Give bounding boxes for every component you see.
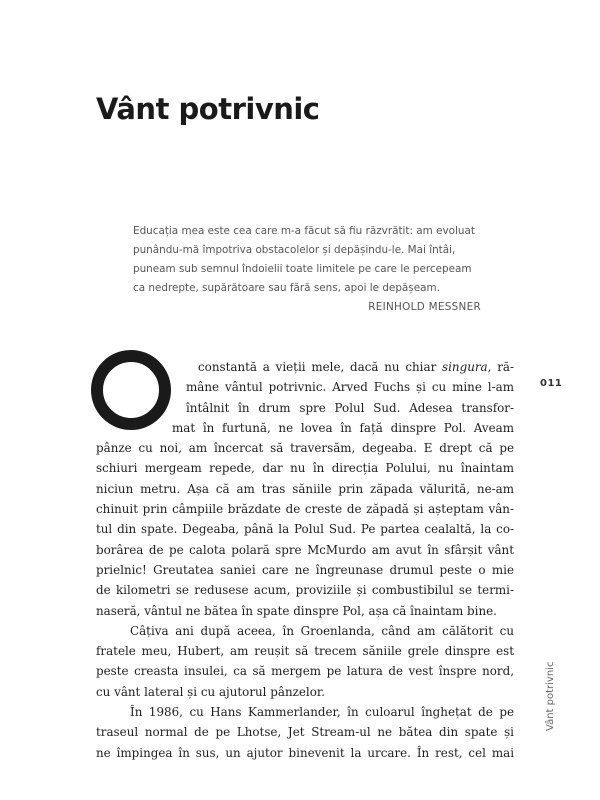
body-text: [96, 357, 514, 763]
epigraph-line: punându-mă împotriva obstacolelor și depășindu-le. Mai întâi,: [133, 244, 456, 256]
epigraph-author: REINHOLD MESSNER: [368, 301, 481, 313]
body-line: de kilometri se redusese acum, proviziile și combustibilul se termi-: [96, 583, 514, 598]
body-line: schiuri mergeam repede, dar nu în direcția Polului, nu înaintam: [96, 461, 514, 476]
epigraph-line: Educația mea este cea care m-a făcut să fiu răzvrătit: am evoluat: [133, 225, 475, 237]
body-line: chinuit prin câmpiile brăzdate de creste de zăpadă și așteptam vân-: [96, 502, 514, 517]
body-line: În 1986, cu Hans Kammerlander, în culoarul înghețat de pe: [130, 705, 514, 720]
body-line: tul din spate. Degeaba, până la Polul Sud. Pe partea cealaltă, la co-: [96, 522, 514, 537]
body-line: naseră, vântul ne bătea în spate dinspre Pol, așa că înaintam bine.: [96, 603, 497, 618]
body-line: prielnic! Greutatea saniei care ne îngreunase drumul peste o mie: [96, 562, 514, 577]
body-line: fratele meu, Hubert, am reușit să trecem săniile grele dinspre est: [96, 644, 514, 659]
emphasis-singura: singura: [442, 360, 488, 374]
body-line: ne împingea în sus, un ajutor binevenit la urcare. În rest, cel mai: [96, 745, 514, 760]
body-line: Câțiva ani după aceea, în Groenlanda, când am călătorit cu: [130, 623, 514, 638]
running-head: Vânt potrivnic: [545, 661, 556, 731]
epigraph: [133, 222, 483, 317]
body-line: peste creasta insulei, ca să mergem pe latura de vest înspre nord,: [96, 664, 514, 679]
epigraph-line: ca nedrepte, supărătoare sau fără sens, apoi le depășeam.: [133, 282, 440, 294]
epigraph-line: puneam sub semnul îndoielii toate limitele pe care le percepeam: [133, 263, 472, 275]
body-line-end: , ră-: [487, 360, 514, 374]
body-line: cu vânt lateral și cu ajutorul pânzelor.: [96, 684, 326, 699]
body-line: întâlnit în drum spre Polul Sud. Adesea transfor-: [186, 400, 514, 415]
body-line: mâne vântul potrivnic. Arved Fuchs și cu mine l-am: [186, 380, 514, 395]
body-line: niciun metru. Așa că am tras săniile prin zăpada vălurită, ne-am: [96, 481, 514, 496]
body-line: traseul normal de pe Lhotse, Jet Stream-ul ne bătea din spate și: [96, 725, 514, 740]
body-line: pânze cu noi, am încercat să traversăm, degeaba. E drept că pe: [96, 441, 514, 456]
page-number: 011: [540, 378, 563, 389]
body-line-start: constantă a vieții mele, dacă nu chiar: [198, 360, 443, 374]
body-line: mat în furtună, ne lovea în față dinspre Pol. Aveam: [172, 420, 514, 435]
body-line: borârea de pe calota polară spre McMurdo am avut în sfârșit vânt: [96, 542, 514, 557]
chapter-title: Vânt potrivnic: [96, 92, 320, 126]
body-line: [96, 357, 514, 377]
